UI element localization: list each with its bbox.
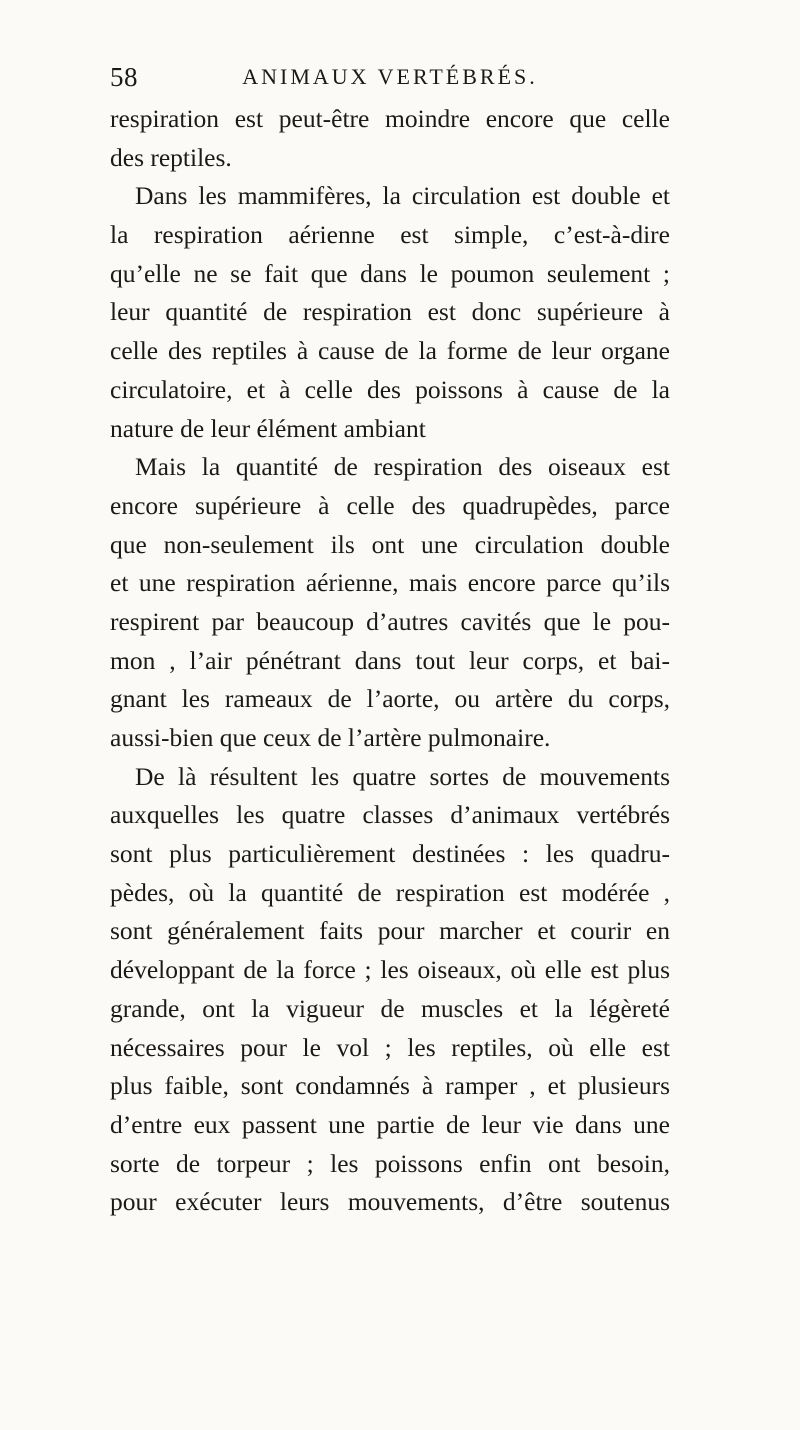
text-line: leur quantité de respiration est donc supérieure à (110, 297, 670, 327)
text-line: et une respiration aérienne, mais encore parce qu’ils (110, 568, 670, 598)
text-line: De là résultent les quatre sortes de mouvements (135, 761, 670, 791)
page-number: 58 (110, 62, 138, 92)
text-line: d’entre eux passent une partie de leur vie dans une (110, 1109, 670, 1139)
text-line: aussi-bien que ceux de l’artère pulmonaire. (110, 723, 551, 752)
text-line: grande, ont la vigueur de muscles et la légèreté (110, 993, 670, 1023)
page-header (110, 62, 670, 102)
text-line: des reptiles. (110, 142, 232, 172)
text-line: sont plus particulièrement destinées : les quadru- (110, 839, 670, 869)
text-line: Mais la quantité de respiration des oiseaux est (135, 452, 670, 482)
text-line: respirent par beaucoup d’autres cavités que le pou- (110, 606, 670, 636)
text-line: sont généralement faits pour marcher et courir en (110, 916, 670, 946)
text-line: que non-seulement ils ont une circulation double (110, 529, 670, 559)
text-line: la respiration aérienne est simple, c’est-à-dire (110, 220, 670, 250)
text-line: nature de leur élément ambiant (110, 413, 426, 443)
text-line: encore supérieure à celle des quadrupèdes, parce (110, 490, 670, 520)
text-line: mon , l’air pénétrant dans tout leur corps, et bai- (110, 645, 670, 675)
running-head: ANIMAUX VERTÉBRÉS. (242, 64, 538, 89)
text-line: plus faible, sont condamnés à ramper , et plusieurs (110, 1071, 670, 1101)
text-line: pèdes, où la quantité de respiration est modérée , (110, 877, 670, 907)
body-text (110, 100, 670, 1222)
text-line: celle des reptiles à cause de la forme de leur organe (110, 336, 670, 366)
text-line: sorte de torpeur ; les poissons enfin ont besoin, (110, 1148, 670, 1178)
text-line: pour exécuter leurs mouvements, d’être soutenus (110, 1187, 670, 1217)
text-line: circulatoire, et à celle des poissons à cause de la (110, 374, 670, 404)
text-line: développant de la force ; les oiseaux, où elle est plus (110, 955, 670, 985)
text-line: gnant les rameaux de l’aorte, ou artère du corps, (110, 684, 670, 714)
text-line: Dans les mammifères, la circulation est double et (135, 181, 670, 211)
text-line: auxquelles les quatre classes d’animaux vertébrés (110, 800, 670, 830)
text-line: respiration est peut-être moindre encore que celle (110, 104, 670, 133)
text-line: qu’elle ne se fait que dans le poumon seulement ; (110, 258, 670, 288)
text-line: nécessaires pour le vol ; les reptiles, où elle est (110, 1032, 670, 1062)
